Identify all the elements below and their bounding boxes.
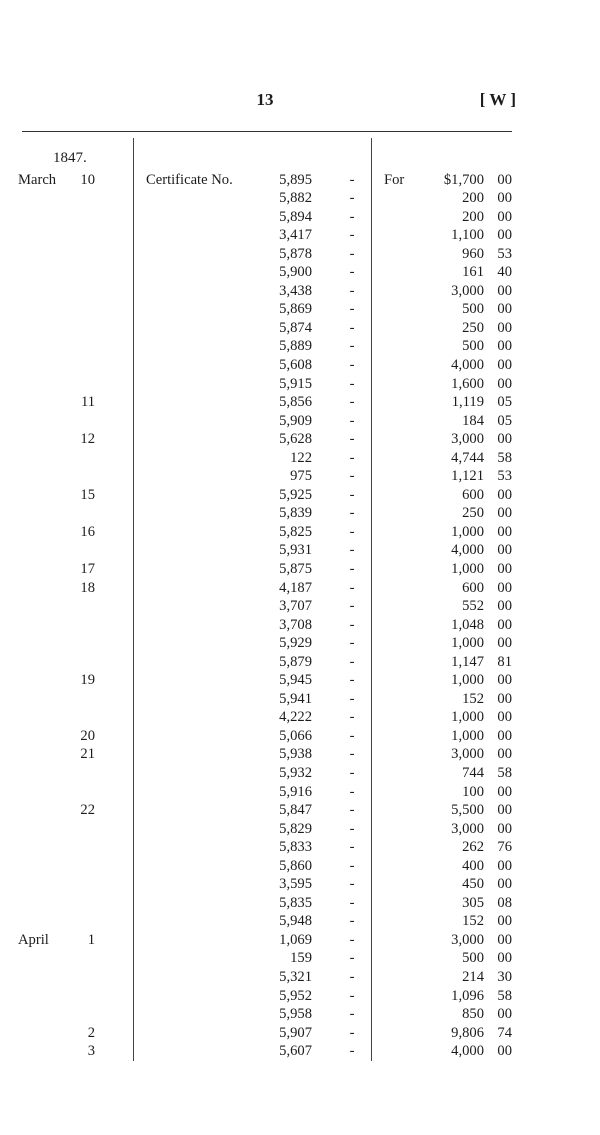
ledger-row: [0, 820, 600, 839]
amount-cents: 00: [497, 356, 512, 373]
amount-dollars: 305: [462, 894, 484, 911]
document-code: [ W ]: [479, 90, 516, 109]
amount-dollars: 1,147: [451, 653, 484, 670]
leader-dash: -: [349, 820, 355, 837]
certificate-number: 5,925: [279, 486, 312, 503]
certificate-number: 5,889: [279, 338, 312, 355]
amount-dollars: 960: [462, 245, 484, 262]
amount-cents: 00: [497, 598, 512, 615]
leader-dash: -: [349, 783, 355, 800]
leader-dash: -: [349, 375, 355, 392]
ledger-row: [0, 801, 600, 820]
amount-dollars: 850: [462, 1006, 484, 1023]
leader-dash: -: [349, 486, 355, 503]
leader-dash: -: [349, 746, 355, 763]
ledger-row: [0, 467, 600, 486]
amount-cents: 00: [497, 820, 512, 837]
certificate-number: 975: [290, 468, 312, 485]
amount-dollars: 250: [462, 505, 484, 522]
ledger-row: [0, 764, 600, 783]
certificate-number: 5,879: [279, 653, 312, 670]
certificate-number: 3,595: [279, 876, 312, 893]
leader-dash: -: [349, 876, 355, 893]
leader-dash: -: [349, 1024, 355, 1041]
amount-cents: 00: [497, 672, 512, 689]
ledger-row: [0, 263, 600, 282]
ledger-row: [0, 189, 600, 208]
certificate-number: 5,900: [279, 264, 312, 281]
amount-cents: 00: [497, 931, 512, 948]
certificate-number: 122: [290, 449, 312, 466]
ledger-row: [0, 579, 600, 598]
entry-day: 11: [80, 394, 95, 411]
ledger-row: [0, 412, 600, 431]
entry-month: March: [18, 171, 57, 188]
leader-dash: -: [349, 394, 355, 411]
leader-dash: -: [349, 319, 355, 336]
amount-dollars: 3,000: [451, 820, 484, 837]
amount-cents: 00: [497, 431, 512, 448]
certificate-number: 5,915: [279, 375, 312, 392]
certificate-number: 5,066: [279, 727, 312, 744]
entry-day: 20: [80, 727, 95, 744]
ledger-row: [0, 987, 600, 1006]
amount-dollars: 450: [462, 876, 484, 893]
amount-cents: 76: [497, 839, 512, 856]
amount-cents: 00: [497, 579, 512, 596]
ledger-row: [0, 968, 600, 987]
ledger-row: [0, 226, 600, 245]
leader-dash: -: [349, 709, 355, 726]
amount-cents: 00: [497, 727, 512, 744]
ledger-row: [0, 597, 600, 616]
certificate-number: 5,882: [279, 190, 312, 207]
amount-dollars: 184: [462, 412, 484, 429]
amount-dollars: 1,000: [451, 560, 484, 577]
page-number: 13: [256, 90, 274, 109]
certificate-number: 5,839: [279, 505, 312, 522]
leader-dash: -: [349, 449, 355, 466]
amount-dollars: 200: [462, 190, 484, 207]
amount-dollars: 152: [462, 690, 484, 707]
amount-dollars: 161: [462, 264, 484, 281]
leader-dash: -: [349, 653, 355, 670]
amount-cents: 00: [497, 542, 512, 559]
leader-dash: -: [349, 931, 355, 948]
amount-dollars: 600: [462, 486, 484, 503]
amount-cents: 58: [497, 987, 512, 1004]
amount-cents: 00: [497, 486, 512, 503]
leader-dash: -: [349, 523, 355, 540]
leader-dash: -: [349, 542, 355, 559]
certificate-number: 5,835: [279, 894, 312, 911]
amount-cents: 08: [497, 894, 512, 911]
certificate-number: 5,945: [279, 672, 312, 689]
leader-dash: -: [349, 264, 355, 281]
ledger-row: [0, 727, 600, 746]
leader-dash: -: [349, 1006, 355, 1023]
amount-cents: 00: [497, 560, 512, 577]
ledger-row: [0, 1005, 600, 1024]
entry-day: 16: [80, 523, 95, 540]
certificate-number: 5,829: [279, 820, 312, 837]
leader-dash: -: [349, 171, 355, 188]
entry-day: 3: [87, 1043, 95, 1060]
amount-dollars: 4,000: [451, 356, 484, 373]
leader-dash: -: [349, 765, 355, 781]
amount-dollars: 152: [462, 913, 484, 930]
leader-dash: -: [349, 468, 355, 485]
ledger-row: [0, 356, 600, 375]
leader-dash: -: [349, 635, 355, 652]
certificate-number: 5,878: [279, 245, 312, 262]
amount-cents: 00: [497, 1043, 512, 1060]
leader-dash: -: [349, 412, 355, 429]
amount-cents: 00: [497, 746, 512, 763]
amount-dollars: 3,000: [451, 431, 484, 448]
amount-cents: 00: [497, 505, 512, 522]
certificate-number: 5,895: [279, 171, 312, 188]
certificate-number: 5,875: [279, 560, 312, 577]
ledger-row: [0, 337, 600, 356]
certificate-number: 5,607: [279, 1043, 312, 1060]
certificate-number: 5,909: [279, 412, 312, 429]
amount-cents: 53: [497, 468, 512, 485]
amount-dollars: 4,000: [451, 542, 484, 559]
amount-cents: 00: [497, 523, 512, 540]
amount-cents: 00: [497, 913, 512, 930]
amount-cents: 00: [497, 375, 512, 392]
certificate-number: 5,932: [279, 765, 312, 781]
leader-dash: -: [349, 616, 355, 633]
leader-dash: -: [349, 690, 355, 707]
leader-dash: -: [349, 969, 355, 986]
amount-dollars: 4,744: [451, 449, 484, 466]
amount-cents: 00: [497, 709, 512, 726]
certificate-number: 5,833: [279, 839, 312, 856]
leader-dash: -: [349, 1043, 355, 1060]
amount-dollars: 1,000: [451, 523, 484, 540]
ledger-row: [0, 319, 600, 338]
header-rule: [22, 131, 512, 132]
amount-dollars: 4,000: [451, 1043, 484, 1060]
ledger-row: [0, 449, 600, 468]
amount-dollars: 3,000: [451, 931, 484, 948]
leader-dash: -: [349, 282, 355, 299]
entry-day: 15: [80, 486, 95, 503]
amount-cents: 40: [497, 264, 512, 281]
entry-day: 21: [80, 746, 95, 763]
entry-day: 19: [80, 672, 95, 689]
leader-dash: -: [349, 431, 355, 448]
leader-dash: -: [349, 894, 355, 911]
certificate-number: 3,707: [279, 598, 312, 615]
amount-dollars: 1,119: [451, 394, 484, 411]
ledger-row: [0, 616, 600, 635]
amount-cents: 00: [497, 1006, 512, 1023]
amount-cents: 00: [497, 950, 512, 967]
amount-dollars: 744: [462, 765, 484, 781]
ledger-row: [0, 783, 600, 802]
amount-dollars: $1,700: [443, 171, 484, 188]
amount-cents: 00: [497, 171, 512, 188]
entry-day: 1: [87, 931, 95, 948]
amount-dollars: 5,500: [451, 802, 484, 819]
amount-dollars: 500: [462, 301, 484, 318]
entry-day: 22: [80, 802, 95, 819]
amount-cents: 00: [497, 319, 512, 336]
certificate-label: Certificate No.: [146, 171, 233, 188]
leader-dash: -: [349, 560, 355, 577]
ledger-row: [0, 838, 600, 857]
amount-dollars: 600: [462, 579, 484, 596]
entry-day: 17: [80, 560, 95, 577]
ledger-row: [0, 671, 600, 690]
certificate-number: 3,438: [279, 282, 312, 299]
certificate-number: 5,952: [279, 987, 312, 1004]
amount-cents: 53: [497, 245, 512, 262]
ledger-row: [0, 708, 600, 727]
amount-cents: 05: [497, 412, 512, 429]
amount-cents: 58: [497, 449, 512, 466]
amount-cents: 58: [497, 765, 512, 781]
amount-dollars: 1,000: [451, 672, 484, 689]
amount-cents: 00: [497, 301, 512, 318]
ledger-row: [0, 931, 600, 950]
leader-dash: -: [349, 190, 355, 207]
ledger-row: [0, 245, 600, 264]
ledger-row: [0, 745, 600, 764]
ledger-row: [0, 430, 600, 449]
leader-dash: -: [349, 245, 355, 262]
entry-day: 10: [80, 171, 95, 188]
ledger-row: [0, 634, 600, 653]
ledger-row: [0, 912, 600, 931]
certificate-number: 5,938: [279, 746, 312, 763]
ledger-year: 1847.: [53, 150, 87, 166]
certificate-number: 5,856: [279, 394, 312, 411]
amount-cents: 00: [497, 635, 512, 652]
ledger-row: [0, 949, 600, 968]
amount-dollars: 250: [462, 319, 484, 336]
certificate-number: 5,907: [279, 1024, 312, 1041]
amount-cents: 00: [497, 208, 512, 225]
leader-dash: -: [349, 727, 355, 744]
leader-dash: -: [349, 227, 355, 244]
certificate-number: 5,958: [279, 1006, 312, 1023]
certificate-number: 5,931: [279, 542, 312, 559]
certificate-number: 5,321: [279, 969, 312, 986]
amount-cents: 00: [497, 802, 512, 819]
amount-cents: 00: [497, 338, 512, 355]
amount-cents: 81: [497, 653, 512, 670]
certificate-number: 5,874: [279, 319, 312, 336]
ledger-row: [0, 208, 600, 227]
ledger-table: [0, 171, 600, 1061]
amount-cents: 00: [497, 857, 512, 874]
ledger-row: [0, 171, 600, 190]
amount-dollars: 214: [462, 969, 484, 986]
amount-dollars: 1,000: [451, 727, 484, 744]
leader-dash: -: [349, 338, 355, 355]
certificate-number: 5,941: [279, 690, 312, 707]
amount-dollars: 3,000: [451, 282, 484, 299]
certificate-number: 3,708: [279, 616, 312, 633]
ledger-row: [0, 486, 600, 505]
certificate-number: 5,929: [279, 635, 312, 652]
ledger-row: [0, 857, 600, 876]
for-label: For: [384, 171, 405, 188]
amount-dollars: 1,121: [451, 468, 484, 485]
certificate-number: 5,860: [279, 857, 312, 874]
ledger-row: [0, 653, 600, 672]
amount-cents: 00: [497, 690, 512, 707]
leader-dash: -: [349, 913, 355, 930]
certificate-number: 159: [290, 950, 312, 967]
amount-dollars: 1,048: [451, 616, 484, 633]
leader-dash: -: [349, 987, 355, 1004]
certificate-number: 4,187: [279, 579, 312, 596]
leader-dash: -: [349, 598, 355, 615]
certificate-number: 3,417: [279, 227, 312, 244]
amount-dollars: 200: [462, 208, 484, 225]
ledger-row: [0, 523, 600, 542]
entry-month: April: [18, 931, 49, 948]
certificate-number: 5,608: [279, 356, 312, 373]
ledger-row: [0, 1042, 600, 1061]
leader-dash: -: [349, 950, 355, 967]
ledger-row: [0, 300, 600, 319]
amount-cents: 00: [497, 783, 512, 800]
amount-dollars: 500: [462, 338, 484, 355]
amount-dollars: 500: [462, 950, 484, 967]
amount-dollars: 262: [462, 839, 484, 856]
ledger-row: [0, 504, 600, 523]
amount-dollars: 1,096: [451, 987, 484, 1004]
leader-dash: -: [349, 579, 355, 596]
entry-day: 2: [87, 1024, 95, 1041]
ledger-row: [0, 1024, 600, 1043]
amount-dollars: 100: [462, 783, 484, 800]
certificate-number: 5,948: [279, 913, 312, 930]
ledger-row: [0, 875, 600, 894]
ledger-row: [0, 690, 600, 709]
certificate-number: 5,916: [279, 783, 312, 800]
ledger-row: [0, 282, 600, 301]
amount-cents: 00: [497, 282, 512, 299]
amount-dollars: 552: [462, 598, 484, 615]
leader-dash: -: [349, 839, 355, 856]
leader-dash: -: [349, 505, 355, 522]
certificate-number: 5,825: [279, 523, 312, 540]
amount-cents: 74: [497, 1024, 512, 1041]
leader-dash: -: [349, 802, 355, 819]
ledger-row: [0, 560, 600, 579]
ledger-row: [0, 393, 600, 412]
ledger-row: [0, 894, 600, 913]
amount-dollars: 1,000: [451, 709, 484, 726]
leader-dash: -: [349, 301, 355, 318]
certificate-number: 5,847: [279, 802, 312, 819]
ledger-row: [0, 375, 600, 394]
certificate-number: 5,894: [279, 208, 312, 225]
amount-cents: 00: [497, 876, 512, 893]
entry-day: 12: [80, 431, 95, 448]
amount-dollars: 3,000: [451, 746, 484, 763]
amount-cents: 00: [497, 190, 512, 207]
amount-dollars: 1,100: [451, 227, 484, 244]
entry-day: 18: [80, 579, 95, 596]
amount-dollars: 1,600: [451, 375, 484, 392]
leader-dash: -: [349, 672, 355, 689]
amount-cents: 00: [497, 616, 512, 633]
amount-dollars: 400: [462, 857, 484, 874]
certificate-number: 1,069: [279, 931, 312, 948]
certificate-number: 5,869: [279, 301, 312, 318]
amount-cents: 00: [497, 227, 512, 244]
amount-dollars: 1,000: [451, 635, 484, 652]
certificate-number: 5,628: [279, 431, 312, 448]
leader-dash: -: [349, 356, 355, 373]
ledger-row: [0, 541, 600, 560]
amount-dollars: 9,806: [451, 1024, 484, 1041]
certificate-number: 4,222: [279, 709, 312, 726]
leader-dash: -: [349, 208, 355, 225]
amount-cents: 30: [497, 969, 512, 986]
amount-cents: 05: [497, 394, 512, 411]
leader-dash: -: [349, 857, 355, 874]
